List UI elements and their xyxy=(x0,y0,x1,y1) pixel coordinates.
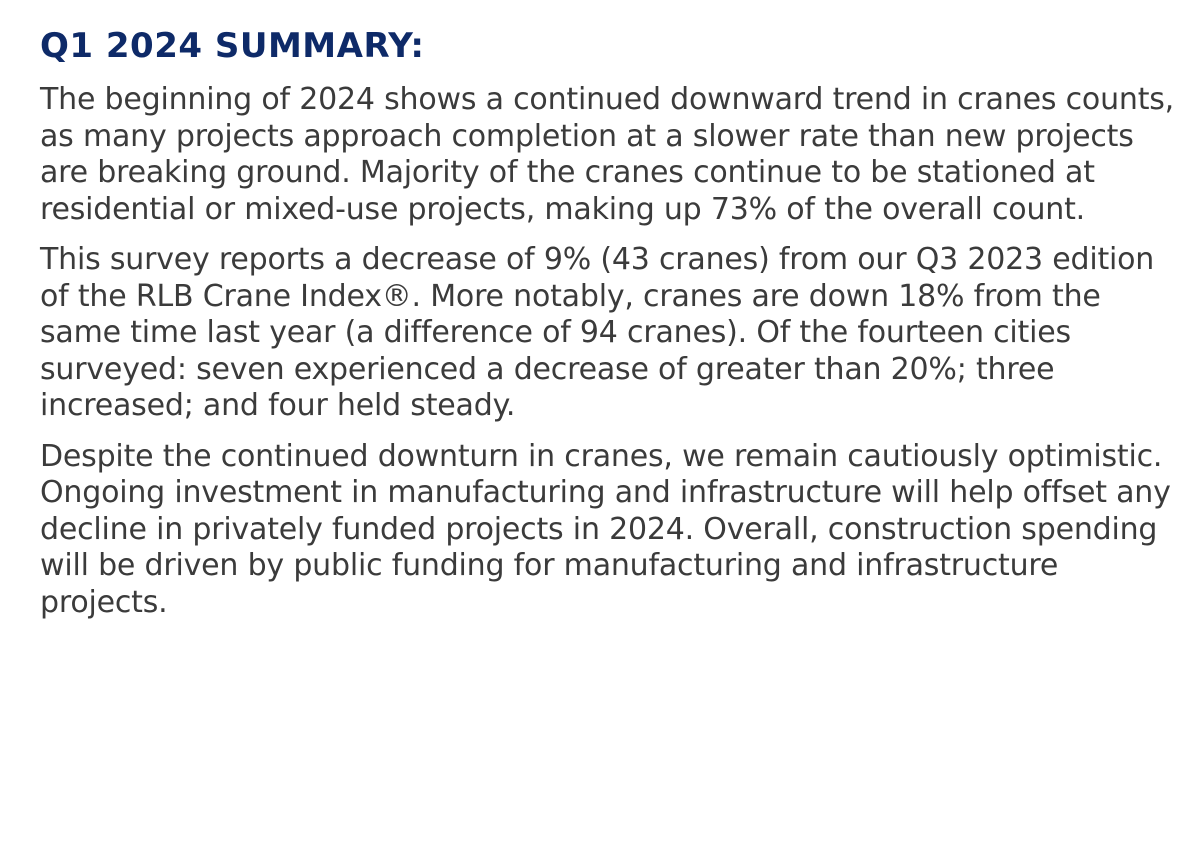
summary-section xyxy=(40,24,1180,635)
paragraph-survey: This survey reports a decrease of 9% (43 cranes) from our Q3 2023 edition of the RLB Crane Index®. More notably, cranes are down 18% from the same time last year (a difference of 94 cranes). Of the fourteen cities surveyed: seven experienced a decrease of greater than 20%; three increased; and four held steady. xyxy=(40,242,1155,423)
section-title: Q1 2024 SUMMARY: xyxy=(40,26,425,66)
paragraph-outlook: Despite the continued downturn in cranes, we remain cautiously optimistic. Ongoing investment in manufacturing and infrastructure will help offset any decline in privately funded projects in 2024. Overall, construction spending will be driven by public funding for manufacturing and infrastructure projects. xyxy=(40,438,1171,620)
paragraph-trend: The beginning of 2024 shows a continued downward trend in cranes counts, as many projects approach completion at a slower rate than new projects are breaking ground. Majority of the cranes continue to be stationed at residential or mixed-use projects, making up 73% of the overall count. xyxy=(40,82,1175,227)
